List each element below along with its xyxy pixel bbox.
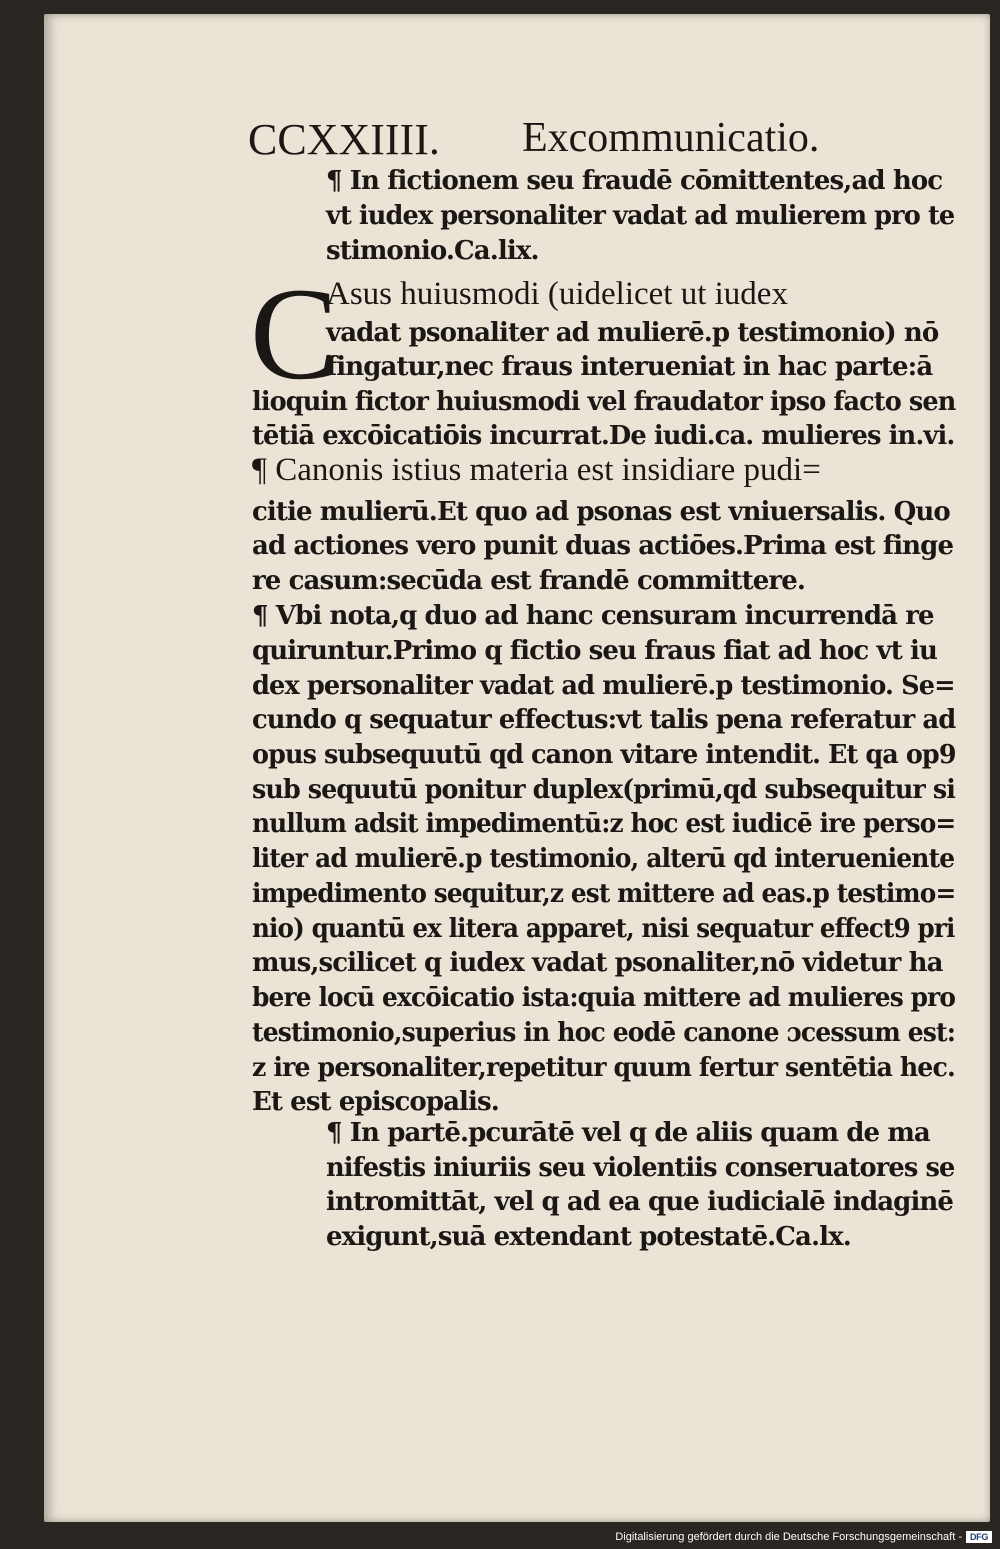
digitization-credit	[615, 1529, 992, 1545]
canon-line: fingatur,nec fraus interueniat in hac parte:ā	[326, 352, 933, 382]
page-heading: Excommunicatio.	[522, 115, 820, 161]
gloss-line: dex personaliter vadat ad mulierē.p testimonio. Se=	[252, 671, 955, 701]
canon-line: vadat psonaliter ad mulierē.p testimonio) nō	[326, 318, 939, 348]
gloss-line: sub sequutū ponitur duplex(primū,qd subsequitur si	[252, 775, 956, 805]
rubric-line: exigunt,suā extendant potestatē.Ca.lx.	[326, 1222, 851, 1252]
gloss-line: ¶ Vbi nota,q duo ad hanc censuram incurrendā re	[252, 601, 934, 631]
initial-capital: C	[250, 260, 339, 407]
canon-line: tētiā excōicatiōis incurrat.De iudi.ca. mulieres in.vi.	[252, 421, 955, 451]
gloss-line: mus,scilicet q iudex vadat psonaliter,nō videtur ha	[252, 948, 943, 978]
rubric-line: ¶ In partē.pcurātē vel q de aliis quam de ma	[326, 1118, 930, 1148]
gloss-line: nio) quantū ex litera apparet, nisi sequatur effect9 pri	[252, 914, 955, 944]
gloss-line: opus subsequutū qd canon vitare intendit. Et qa op9	[252, 740, 956, 770]
canon-line: Asus huiusmodi (uidelicet ut iudex	[326, 276, 788, 312]
credit-text: Digitalisierung gefördert durch die Deutsche Forschungsgemeinschaft -	[615, 1531, 962, 1543]
gloss-line: impedimento sequitur,z est mittere ad eas.p testimo=	[252, 879, 956, 909]
gloss-line: re casum:secūda est frandē committere.	[252, 566, 805, 596]
rubric-line: stimonio.Ca.lix.	[326, 236, 539, 266]
gloss-line: bere locū excōicatio ista:quia mittere ad mulieres pro	[252, 983, 956, 1013]
gloss-line: z ire personaliter,repetitur quum fertur sentētia hec.	[252, 1053, 955, 1083]
gloss-line: Et est episcopalis.	[252, 1087, 499, 1117]
gloss-line: cundo q sequatur effectus:vt talis pena referatur ad	[252, 705, 956, 735]
gloss-line: nullum adsit impedimentū:z hoc est iudicē ire perso=	[252, 809, 956, 839]
rubric-line: vt iudex personaliter vadat ad mulierem pro te	[326, 201, 955, 231]
rubric-line: intromittāt, vel q ad ea que iudicialē indaginē	[326, 1187, 954, 1217]
rubric-line: ¶ In fictionem seu fraudē cōmittentes,ad hoc	[326, 166, 943, 196]
canon-line: lioquin fictor huiusmodi vel fraudator ipso facto sen	[252, 387, 956, 417]
gloss-line: testimonio,superius in hoc eodē canone ɔcessum est:	[252, 1018, 956, 1048]
dfg-logo-icon: DFG	[966, 1531, 992, 1543]
gloss-line: quiruntur.Primo q fictio seu fraus fiat ad hoc vt iu	[252, 636, 937, 666]
gloss-line: ¶ Canonis istius materia est insidiare pudi=	[252, 452, 821, 488]
gloss-line: liter ad mulierē.p testimonio, alterū qd interueniente	[252, 844, 955, 874]
running-head	[248, 114, 820, 165]
folio-number: CCXXIIII.	[248, 115, 440, 164]
gloss-line: citie mulierū.Et quo ad psonas est vniuersalis. Quo	[252, 497, 950, 527]
gloss-line: ad actiones vero punit duas actiōes.Prima est finge	[252, 531, 954, 561]
rubric-line: nifestis iniuriis seu violentiis conseruatores se	[326, 1153, 955, 1183]
